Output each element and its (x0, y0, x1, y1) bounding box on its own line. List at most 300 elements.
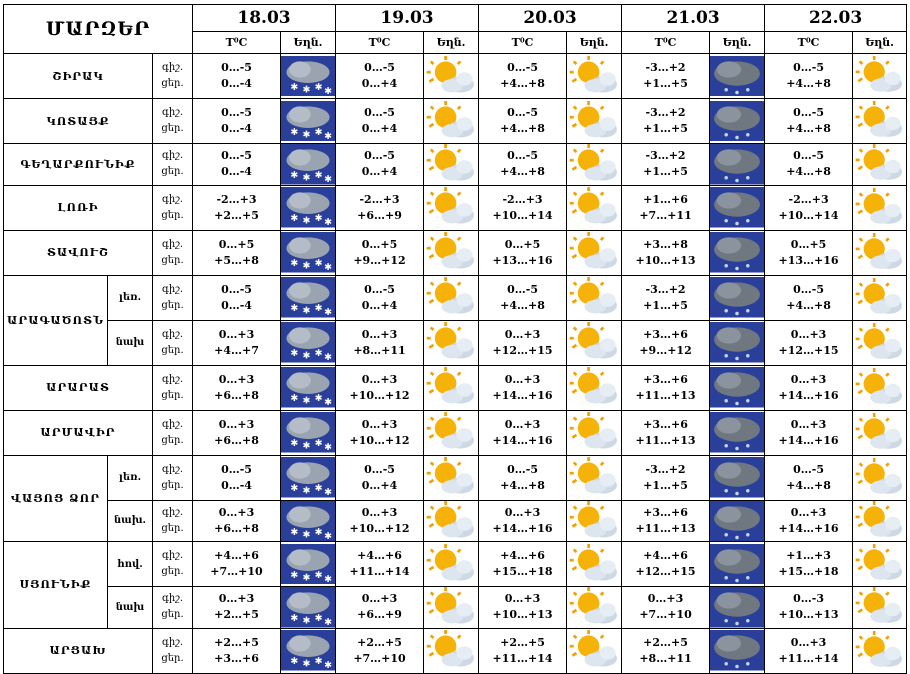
temperature-cell (336, 54, 424, 99)
night-temperature: 0…+3 (504, 417, 541, 431)
temperature-cell (193, 365, 281, 410)
dark-cloud-icon (710, 187, 764, 228)
sun-cloud-icon (567, 187, 621, 228)
temperature-cell (336, 230, 424, 275)
day-temperature: 0…-4 (221, 165, 252, 179)
weather-cell (567, 455, 622, 500)
weather-cell (281, 500, 336, 542)
day-temperature: +2…+5 (214, 208, 259, 222)
temperature-cell (193, 275, 281, 320)
weather-cell (281, 628, 336, 673)
night-temperature: +3…+6 (643, 372, 688, 386)
day-temperature: +11…+14 (778, 651, 839, 665)
period-labels (153, 275, 193, 320)
weather-cell (853, 410, 907, 455)
temperature-header: T⁰C (765, 32, 853, 54)
night-temperature: 0…+3 (647, 592, 684, 606)
day-temperature: +10…+13 (778, 608, 839, 622)
snow-cloud-icon (281, 101, 335, 142)
day-temperature: +11…+14 (349, 565, 410, 578)
night-temperature: -3…+2 (645, 149, 686, 163)
svg-text:✱: ✱ (314, 483, 323, 494)
night-temperature: 0…-5 (507, 106, 538, 119)
day-temperature: 0…-4 (221, 478, 252, 492)
region-row (4, 230, 907, 275)
svg-text:✱: ✱ (290, 169, 299, 181)
sun-cloud-icon (424, 501, 478, 542)
region-row (4, 542, 907, 587)
day-temperature: +4…+8 (500, 478, 545, 492)
svg-text:✱: ✱ (290, 126, 299, 138)
svg-text:✱: ✱ (302, 528, 311, 540)
temperature-cell (622, 54, 710, 99)
sun-cloud-icon (567, 457, 621, 498)
region-name: ԳԵՂԱՐՔՈՒՆԻՔ (4, 144, 153, 186)
svg-text:✱: ✱ (290, 612, 299, 624)
temperature-cell (479, 628, 567, 673)
day-temperature: +4…+8 (500, 298, 545, 312)
day-temperature: +11…+14 (492, 651, 553, 665)
snow-cloud-icon (281, 587, 335, 628)
weather-cell (424, 365, 479, 410)
temperature-cell (479, 542, 567, 587)
temperature-cell (622, 455, 710, 500)
svg-text:✱: ✱ (314, 569, 323, 581)
night-temperature: 0…-3 (793, 592, 824, 606)
sun-cloud-icon (567, 144, 621, 185)
forecast-table (3, 4, 907, 674)
weather-cell (567, 410, 622, 455)
weather-cell (424, 230, 479, 275)
temperature-cell (336, 455, 424, 500)
region-row (4, 365, 907, 410)
sun-cloud-icon (424, 232, 478, 273)
sun-cloud-icon (567, 544, 621, 585)
weather-cell (281, 587, 336, 629)
region-row (4, 455, 907, 500)
sun-cloud-icon (567, 322, 621, 363)
temperature-cell (193, 410, 281, 455)
day-temperature: +10…+12 (349, 521, 410, 535)
svg-text:✱: ✱ (290, 438, 299, 449)
day-temperature: 0…+4 (361, 298, 398, 312)
svg-text:✱: ✱ (314, 126, 323, 138)
day-temperature: +12…+15 (635, 565, 696, 578)
weather-cell (281, 410, 336, 455)
weather-cell (853, 320, 907, 365)
day-temperature: +14…+16 (492, 433, 553, 447)
region-row (4, 99, 907, 144)
night-temperature: 0…-5 (793, 61, 824, 74)
snow-cloud-icon (281, 457, 335, 498)
temperature-cell (479, 587, 567, 629)
weather-cell (710, 185, 765, 230)
day-temperature: +4…+8 (786, 122, 831, 135)
night-temperature: 0…-5 (793, 149, 824, 163)
temperature-cell (622, 587, 710, 629)
svg-text:✱: ✱ (314, 526, 323, 538)
day-label: ցեր. (161, 434, 184, 446)
weather-cell (853, 99, 907, 144)
day-temperature: +10…+14 (778, 208, 839, 222)
period-labels (153, 587, 193, 629)
svg-text:✱: ✱ (314, 303, 323, 314)
night-temperature: 0…-5 (221, 106, 252, 119)
day-temperature: +15…+18 (492, 565, 553, 578)
weather-cell (424, 455, 479, 500)
night-temperature: +1…+3 (786, 549, 831, 562)
period-labels (153, 410, 193, 455)
night-temperature: 0…+5 (218, 237, 255, 251)
sun-cloud-icon (567, 101, 621, 142)
night-temperature: 0…-5 (221, 462, 252, 476)
temperature-cell (479, 410, 567, 455)
temperature-cell (622, 365, 710, 410)
weather-cell (710, 365, 765, 410)
night-temperature: 0…-5 (364, 106, 395, 119)
dark-cloud-icon (710, 501, 764, 542)
day-temperature: +4…+8 (500, 77, 545, 90)
snow-cloud-icon (281, 322, 335, 363)
temperature-cell (765, 144, 853, 186)
period-labels (153, 230, 193, 275)
svg-text:✱: ✱ (324, 397, 333, 408)
night-label: գիշ. (161, 62, 184, 73)
weather-cell (710, 320, 765, 365)
dark-cloud-icon (710, 56, 764, 97)
night-temperature: +2…+5 (214, 635, 259, 649)
weather-cell (424, 144, 479, 186)
day-temperature: +1…+5 (643, 298, 688, 312)
snow-cloud-icon (281, 232, 335, 273)
weather-cell (281, 365, 336, 410)
temperature-cell (765, 500, 853, 542)
weather-cell (853, 275, 907, 320)
svg-text:✱: ✱ (314, 656, 323, 667)
temperature-header: T⁰C (193, 32, 281, 54)
weather-cell (424, 320, 479, 365)
temperature-cell (479, 185, 567, 230)
weather-cell (281, 542, 336, 587)
day-label: ցեր. (161, 254, 184, 266)
night-label: գիշ. (161, 593, 184, 605)
day-temperature: 0…+4 (361, 165, 398, 179)
svg-text:✱: ✱ (302, 129, 311, 141)
day-label: ցեր. (161, 78, 184, 89)
night-temperature: 0…+3 (218, 505, 255, 519)
dark-cloud-icon (710, 144, 764, 185)
day-temperature: +4…+8 (786, 298, 831, 312)
sun-cloud-icon (853, 631, 906, 671)
day-temperature: +1…+5 (643, 165, 688, 179)
dark-cloud-icon (710, 101, 764, 142)
sun-cloud-icon (424, 457, 478, 498)
day-temperature: +14…+16 (492, 388, 553, 402)
period-labels (153, 542, 193, 587)
sun-cloud-icon (424, 101, 478, 142)
night-label: գիշ. (161, 328, 184, 340)
temperature-cell (765, 628, 853, 673)
regions-header: ՄԱՐԶԵՐ (4, 5, 193, 54)
sun-cloud-icon (424, 630, 478, 671)
svg-text:✱: ✱ (302, 572, 311, 584)
night-temperature: 0…+3 (361, 417, 398, 431)
day-temperature: +5…+8 (214, 253, 259, 267)
weather-cell (424, 185, 479, 230)
snow-cloud-icon (281, 367, 335, 408)
day-temperature: +12…+15 (492, 343, 553, 357)
weather-cell (567, 320, 622, 365)
weather-cell (567, 54, 622, 99)
temperature-cell (336, 144, 424, 186)
night-label: գիշ. (161, 636, 184, 648)
night-temperature: 0…-5 (364, 462, 395, 476)
night-label: գիշ. (161, 107, 184, 118)
temperature-cell (765, 365, 853, 410)
weather-header: Եղն. (424, 32, 479, 54)
night-temperature: 0…+3 (790, 327, 827, 341)
temperature-cell (622, 99, 710, 144)
night-temperature: 0…+3 (504, 505, 541, 519)
day-temperature: +7…+10 (210, 565, 263, 578)
night-temperature: 0…+3 (504, 372, 541, 386)
period-labels (153, 320, 193, 365)
weather-cell (281, 230, 336, 275)
sun-cloud-icon (853, 144, 906, 184)
sun-cloud-icon (567, 367, 621, 408)
night-label: գիշ. (161, 238, 184, 250)
svg-text:✱: ✱ (324, 530, 333, 541)
sun-cloud-icon (567, 630, 621, 671)
night-label: գիշ. (161, 506, 184, 518)
temperature-cell (193, 455, 281, 500)
svg-text:✱: ✱ (314, 438, 323, 449)
region-name: ՍՅՈՒՆԻՔ (4, 542, 108, 629)
region-name: ՏԱՎՈՒՇ (4, 230, 153, 275)
night-temperature: 0…-5 (507, 61, 538, 74)
sun-cloud-icon (424, 544, 478, 585)
day-temperature: 0…-4 (221, 298, 252, 312)
weather-cell (424, 628, 479, 673)
svg-text:✱: ✱ (314, 348, 323, 359)
day-temperature: +13…+16 (492, 253, 553, 267)
night-temperature: 0…+3 (361, 327, 398, 341)
region-name: ՇԻՐԱԿ (4, 54, 153, 99)
sun-cloud-icon (567, 412, 621, 453)
temperature-cell (765, 185, 853, 230)
svg-text:✱: ✱ (324, 442, 333, 453)
sun-cloud-icon (424, 587, 478, 628)
svg-text:✱: ✱ (290, 348, 299, 359)
region-row (4, 144, 907, 186)
weather-cell (710, 230, 765, 275)
day-temperature: +1…+5 (643, 77, 688, 90)
temperature-cell (479, 230, 567, 275)
svg-text:✱: ✱ (314, 81, 323, 93)
day-temperature: +11…+13 (635, 388, 696, 402)
sun-cloud-icon (424, 187, 478, 228)
temperature-cell (336, 275, 424, 320)
temperature-cell (193, 587, 281, 629)
region-name: ԱՐԱՐԱՏ (4, 365, 153, 410)
svg-text:✱: ✱ (324, 487, 333, 498)
region-name: ԱՐԱԳԱԾՈՏՆ (4, 275, 108, 365)
night-temperature: +3…+6 (643, 417, 688, 431)
temperature-cell (622, 628, 710, 673)
period-labels (153, 185, 193, 230)
sun-cloud-icon (853, 544, 906, 584)
weather-cell (710, 54, 765, 99)
svg-text:✱: ✱ (324, 262, 333, 273)
night-label: գիշ. (161, 193, 184, 205)
sun-cloud-icon (853, 278, 906, 318)
night-temperature: -3…+2 (645, 106, 686, 119)
day-temperature: 0…+4 (361, 77, 398, 90)
sun-cloud-icon (853, 101, 906, 141)
night-temperature: 0…+3 (361, 592, 398, 606)
weather-cell (853, 542, 907, 587)
night-temperature: 0…-5 (221, 282, 252, 296)
snow-cloud-icon (281, 412, 335, 453)
temperature-cell (765, 99, 853, 144)
night-temperature: 0…+5 (504, 237, 541, 251)
day-label: ցեր. (161, 609, 184, 621)
weather-cell (710, 275, 765, 320)
night-temperature: 0…+3 (790, 505, 827, 519)
day-temperature: 0…+4 (361, 478, 398, 492)
svg-text:✱: ✱ (314, 258, 323, 269)
svg-text:✱: ✱ (302, 658, 311, 670)
svg-text:✱: ✱ (290, 81, 299, 93)
night-label: գիշ. (161, 463, 184, 475)
temperature-cell (336, 320, 424, 365)
day-label: ցեր. (161, 479, 184, 491)
night-label: գիշ. (161, 550, 184, 561)
day-temperature: +4…+8 (786, 478, 831, 492)
sun-cloud-icon (853, 323, 906, 363)
day-label: ցեր. (161, 209, 184, 221)
night-temperature: -3…+2 (645, 462, 686, 476)
day-temperature: +9…+12 (353, 253, 406, 267)
weather-cell (424, 500, 479, 542)
weather-cell (424, 587, 479, 629)
temperature-cell (193, 542, 281, 587)
day-temperature: +1…+5 (643, 122, 688, 135)
weather-cell (567, 628, 622, 673)
svg-text:✱: ✱ (314, 612, 323, 624)
snow-cloud-icon (281, 544, 335, 585)
night-temperature: +4…+6 (500, 549, 545, 562)
weather-cell (853, 144, 907, 186)
temperature-cell (479, 99, 567, 144)
day-temperature: +14…+16 (778, 388, 839, 402)
subregion-label: նախ (108, 587, 153, 629)
weather-cell (424, 275, 479, 320)
weather-cell (281, 455, 336, 500)
weather-cell (567, 542, 622, 587)
snow-cloud-icon (281, 501, 335, 542)
dark-cloud-icon (710, 457, 764, 498)
weather-cell (567, 230, 622, 275)
night-temperature: +3…+6 (643, 327, 688, 341)
day-temperature: +6…+8 (214, 433, 259, 447)
day-temperature: +9…+12 (639, 343, 692, 357)
svg-text:✱: ✱ (302, 260, 311, 272)
dark-cloud-icon (710, 544, 764, 585)
subregion-label: նախ. (108, 500, 153, 542)
temperature-cell (479, 320, 567, 365)
night-temperature: -2…+3 (359, 192, 400, 206)
weather-cell (567, 99, 622, 144)
svg-text:✱: ✱ (290, 258, 299, 269)
temperature-cell (479, 275, 567, 320)
night-temperature: +3…+6 (643, 505, 688, 519)
sun-cloud-icon (424, 412, 478, 453)
temperature-cell (765, 542, 853, 587)
night-temperature: -3…+2 (645, 282, 686, 296)
temperature-cell (765, 587, 853, 629)
day-temperature: +14…+16 (778, 433, 839, 447)
night-label: գիշ. (161, 373, 184, 385)
region-row (4, 54, 907, 99)
weather-cell (710, 542, 765, 587)
sun-cloud-icon (853, 56, 906, 96)
svg-text:✱: ✱ (324, 352, 333, 363)
day-label: ցեր. (161, 166, 184, 178)
day-temperature: 0…+4 (361, 122, 398, 135)
night-label: գիշ. (161, 418, 184, 430)
svg-text:✱: ✱ (302, 305, 311, 317)
region-name: ԱՐՑԱԽ (4, 628, 153, 673)
temperature-cell (479, 54, 567, 99)
region-row (4, 185, 907, 230)
day-label: ցեր. (161, 299, 184, 311)
sun-cloud-icon (567, 232, 621, 273)
day-label: ցեր. (161, 566, 184, 577)
night-temperature: +4…+6 (214, 549, 259, 562)
night-temperature: 0…+3 (504, 327, 541, 341)
day-temperature: +10…+14 (492, 208, 553, 222)
weather-cell (567, 365, 622, 410)
temperature-cell (336, 542, 424, 587)
temperature-cell (193, 99, 281, 144)
day-temperature: +15…+18 (778, 565, 839, 578)
temperature-cell (193, 628, 281, 673)
night-temperature: -2…+3 (788, 192, 829, 206)
weather-header: Եղն. (710, 32, 765, 54)
day-temperature: +6…+9 (357, 208, 402, 222)
sun-cloud-icon (853, 501, 906, 541)
svg-text:✱: ✱ (290, 656, 299, 667)
night-temperature: +2…+5 (500, 635, 545, 649)
day-temperature: +6…+8 (214, 388, 259, 402)
temperature-cell (479, 500, 567, 542)
weather-cell (853, 587, 907, 629)
sun-cloud-icon (567, 56, 621, 97)
day-label: ցեր. (161, 652, 184, 664)
temperature-cell (336, 99, 424, 144)
sun-cloud-icon (424, 322, 478, 363)
weather-cell (853, 54, 907, 99)
weather-cell (567, 275, 622, 320)
weather-cell (567, 500, 622, 542)
weather-cell (567, 185, 622, 230)
day-label: ցեր. (161, 389, 184, 401)
temperature-cell (765, 54, 853, 99)
day-temperature: 0…-4 (221, 77, 252, 90)
day-temperature: +11…+13 (635, 433, 696, 447)
temperature-cell (765, 455, 853, 500)
